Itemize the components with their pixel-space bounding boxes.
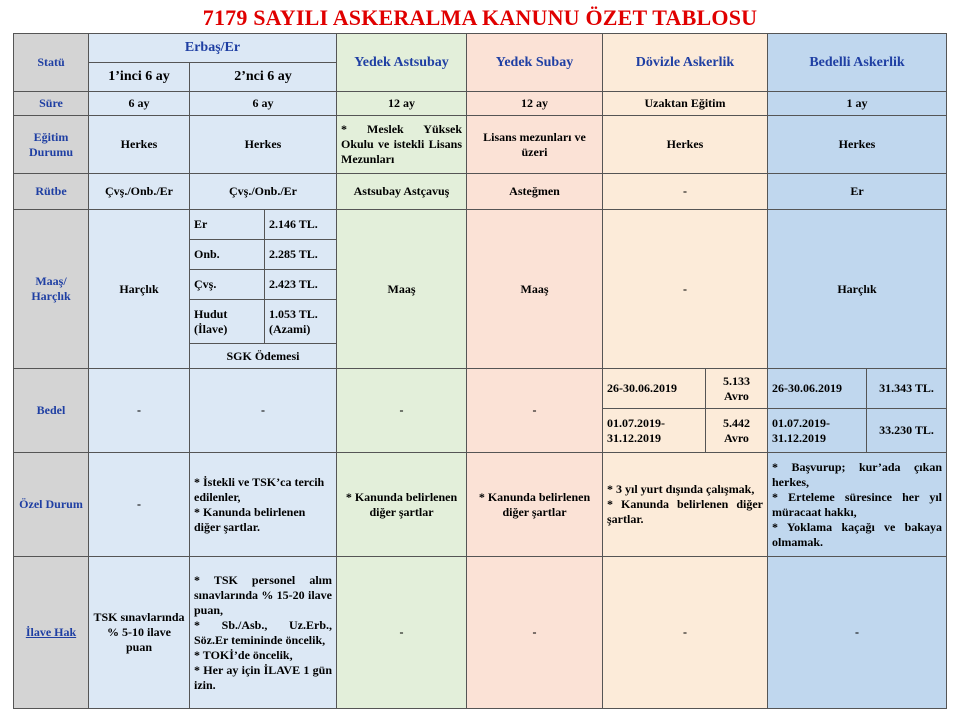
rutbe-term2: Çvş./Onb./Er [190,174,337,210]
ozel-astsubay: * Kanunda belirlenen diğer şartlar [337,453,467,557]
header-dovizle: Dövizle Askerlik [603,34,768,92]
maas-term1: Harçlık [89,210,190,369]
bedel-dovizle-amount-1: 5.133 Avro [706,369,768,409]
ozel-bedelli: * Başvurup; kur’ada çıkan herkes, * Erteleme süresince her yıl müracaat hakkı, * Yoklama kaçağı ve bakaya olmamak. [768,453,947,557]
pay-amount-onb: 2.285 TL. [265,240,337,270]
rutbe-term1: Çvş./Onb./Er [89,174,190,210]
rutbe-bedelli: Er [768,174,947,210]
sure-bedelli: 1 ay [768,92,947,116]
egitim-dovizle: Herkes [603,116,768,174]
bedel-bedelli-period-2: 01.07.2019-31.12.2019 [768,409,867,453]
pay-amount-er: 2.146 TL. [265,210,337,240]
summary-table [13,33,947,709]
header-term2: 2’nci 6 ay [190,63,337,92]
sure-astsubay: 12 ay [337,92,467,116]
pay-amount-cvs: 2.423 TL. [265,270,337,300]
bedel-bedelli-amount-1: 31.343 TL. [867,369,947,409]
header-bedelli: Bedelli Askerlik [768,34,947,92]
row-label-ozel: Özel Durum [14,453,89,557]
rutbe-astsubay: Astsubay Astçavuş [337,174,467,210]
maas-bedelli: Harçlık [768,210,947,369]
bedel-term1: - [89,369,190,453]
row-label-sure: Süre [14,92,89,116]
row-label-bedel: Bedel [14,369,89,453]
maas-subay: Maaş [467,210,603,369]
ilave-bedelli: - [768,557,947,709]
ozel-dovizle: * 3 yıl yurt dışında çalışmak, * Kanunda belirlenen diğer şartlar. [603,453,768,557]
bedel-dovizle-amount-2: 5.442 Avro [706,409,768,453]
ozel-subay: * Kanunda belirlenen diğer şartlar [467,453,603,557]
ilave-term1: TSK sınavlarında % 5-10 ilave puan [89,557,190,709]
bedel-astsubay: - [337,369,467,453]
header-erbas: Erbaş/Er [89,34,337,63]
pay-amount-hudut: 1.053 TL. (Azami) [265,300,337,344]
rutbe-dovizle: - [603,174,768,210]
bedel-dovizle-period-2: 01.07.2019-31.12.2019 [603,409,706,453]
maas-dovizle: - [603,210,768,369]
bedel-bedelli-amount-2: 33.230 TL. [867,409,947,453]
row-label-egitim: Eğitim Durumu [14,116,89,174]
egitim-bedelli: Herkes [768,116,947,174]
bedel-term2: - [190,369,337,453]
ozel-term2: * İstekli ve TSK’ca tercih edilenler, * Kanunda belirlenen diğer şartlar. [190,453,337,557]
sure-dovizle: Uzaktan Eğitim [603,92,768,116]
ilave-astsubay: - [337,557,467,709]
ilave-dovizle: - [603,557,768,709]
maas-astsubay: Maaş [337,210,467,369]
header-yedek-astsubay: Yedek Astsubay [337,34,467,92]
row-label-maas: Maaş/ Harçlık [14,210,89,369]
ozel-term1: - [89,453,190,557]
sure-subay: 12 ay [467,92,603,116]
sgk-odemesi: SGK Ödemesi [190,344,337,369]
egitim-term2: Herkes [190,116,337,174]
sure-term1: 6 ay [89,92,190,116]
row-label-rutbe: Rütbe [14,174,89,210]
pay-rank-hudut: Hudut (İlave) [190,300,265,344]
sure-term2: 6 ay [190,92,337,116]
pay-rank-er: Er [190,210,265,240]
rutbe-subay: Asteğmen [467,174,603,210]
bedel-subay: - [467,369,603,453]
bedel-dovizle-period-1: 26-30.06.2019 [603,369,706,409]
pay-rank-cvs: Çvş. [190,270,265,300]
ilave-subay: - [467,557,603,709]
header-term1: 1’inci 6 ay [89,63,190,92]
bedel-bedelli-period-1: 26-30.06.2019 [768,369,867,409]
ilave-term2: * TSK personel alım sınavlarında % 15-20 ilave puan, * Sb./Asb., Uz.Erb., Söz.Er temininde öncelik, * TOKİ’de öncelik, * Her ay için İLAVE 1 gün izin. [190,557,337,709]
page-title: 7179 SAYILI ASKERALMA KANUNU ÖZET TABLOSU [202,5,758,30]
egitim-subay: Lisans mezunları ve üzeri [467,116,603,174]
header-statu: Statü [14,34,89,92]
header-yedek-subay: Yedek Subay [467,34,603,92]
egitim-term1: Herkes [89,116,190,174]
pay-rank-onb: Onb. [190,240,265,270]
egitim-astsubay: * Meslek Yüksek Okulu ve istekli Lisans Mezunları [337,116,467,174]
row-label-ilave: İlave Hak [14,557,89,709]
